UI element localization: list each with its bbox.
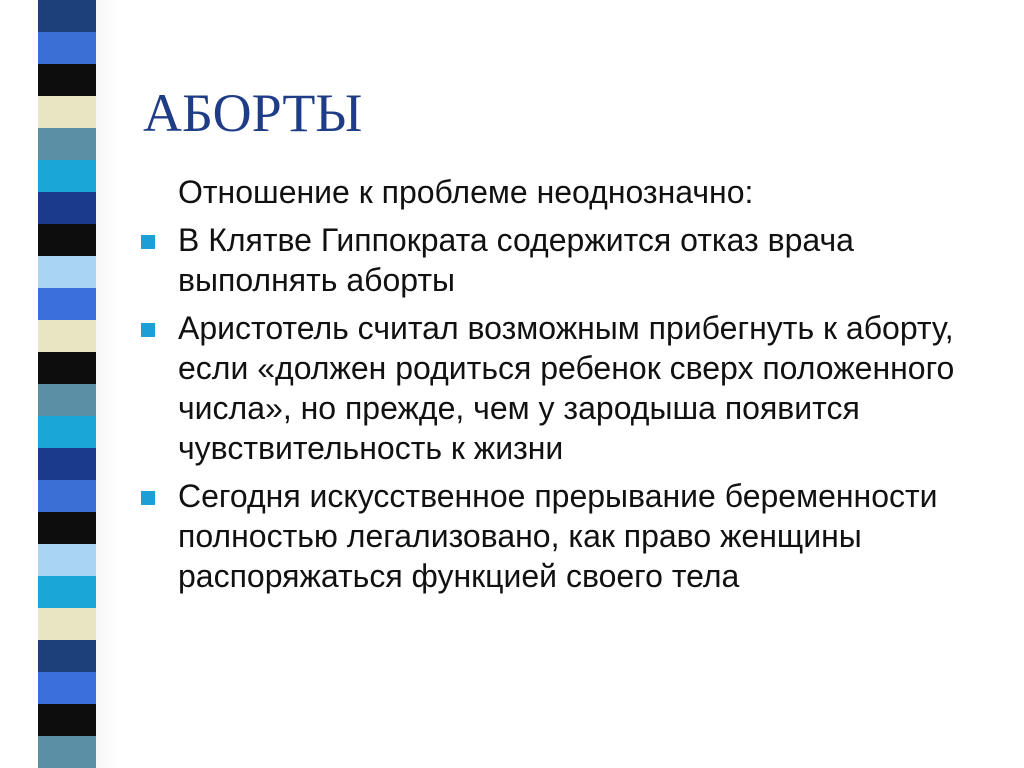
stripe-band	[38, 160, 96, 192]
stripe-band	[38, 0, 96, 32]
stripe-band	[38, 32, 96, 64]
bullet-text: В Клятве Гиппократа содержится отказ врача выполнять аборты	[178, 222, 854, 298]
stripe-band	[38, 96, 96, 128]
decorative-stripe	[38, 0, 96, 768]
stripe-band	[38, 416, 96, 448]
bullet-text: Сегодня искусственное прерывание беременности полностью легализовано, как право женщины распоряжаться функцией своего тела	[178, 478, 938, 594]
stripe-band	[38, 640, 96, 672]
stripe-band	[38, 608, 96, 640]
stripe-band	[38, 480, 96, 512]
slide-title: АБОРТЫ	[143, 83, 363, 143]
stripe-band	[38, 576, 96, 608]
stripe-band	[38, 544, 96, 576]
stripe-band	[38, 384, 96, 416]
stripe-band	[38, 704, 96, 736]
stripe-band	[38, 224, 96, 256]
bullet-text: Аристотель считал возможным прибегнуть к аборту, если «должен родиться ребенок сверх положенного числа», но прежде, чем у зародыша появится чувствительность к жизни	[178, 310, 955, 466]
stripe-band	[38, 192, 96, 224]
stripe-band	[38, 736, 96, 768]
stripe-band	[38, 512, 96, 544]
stripe-band	[38, 672, 96, 704]
stripe-band	[38, 352, 96, 384]
intro-text	[138, 172, 998, 212]
stripe-band	[38, 128, 96, 160]
bullet-item	[138, 476, 998, 596]
square-bullet-icon	[141, 323, 155, 337]
slide-body	[138, 172, 998, 604]
stripe-band	[38, 288, 96, 320]
stripe-band	[38, 64, 96, 96]
stripe-band	[38, 448, 96, 480]
square-bullet-icon	[141, 491, 155, 505]
stripe-band	[38, 320, 96, 352]
bullet-item	[138, 308, 998, 468]
stripe-band	[38, 256, 96, 288]
bullet-item	[138, 220, 998, 300]
intro-label: Отношение к проблеме неоднозначно:	[178, 174, 754, 210]
square-bullet-icon	[141, 235, 155, 249]
